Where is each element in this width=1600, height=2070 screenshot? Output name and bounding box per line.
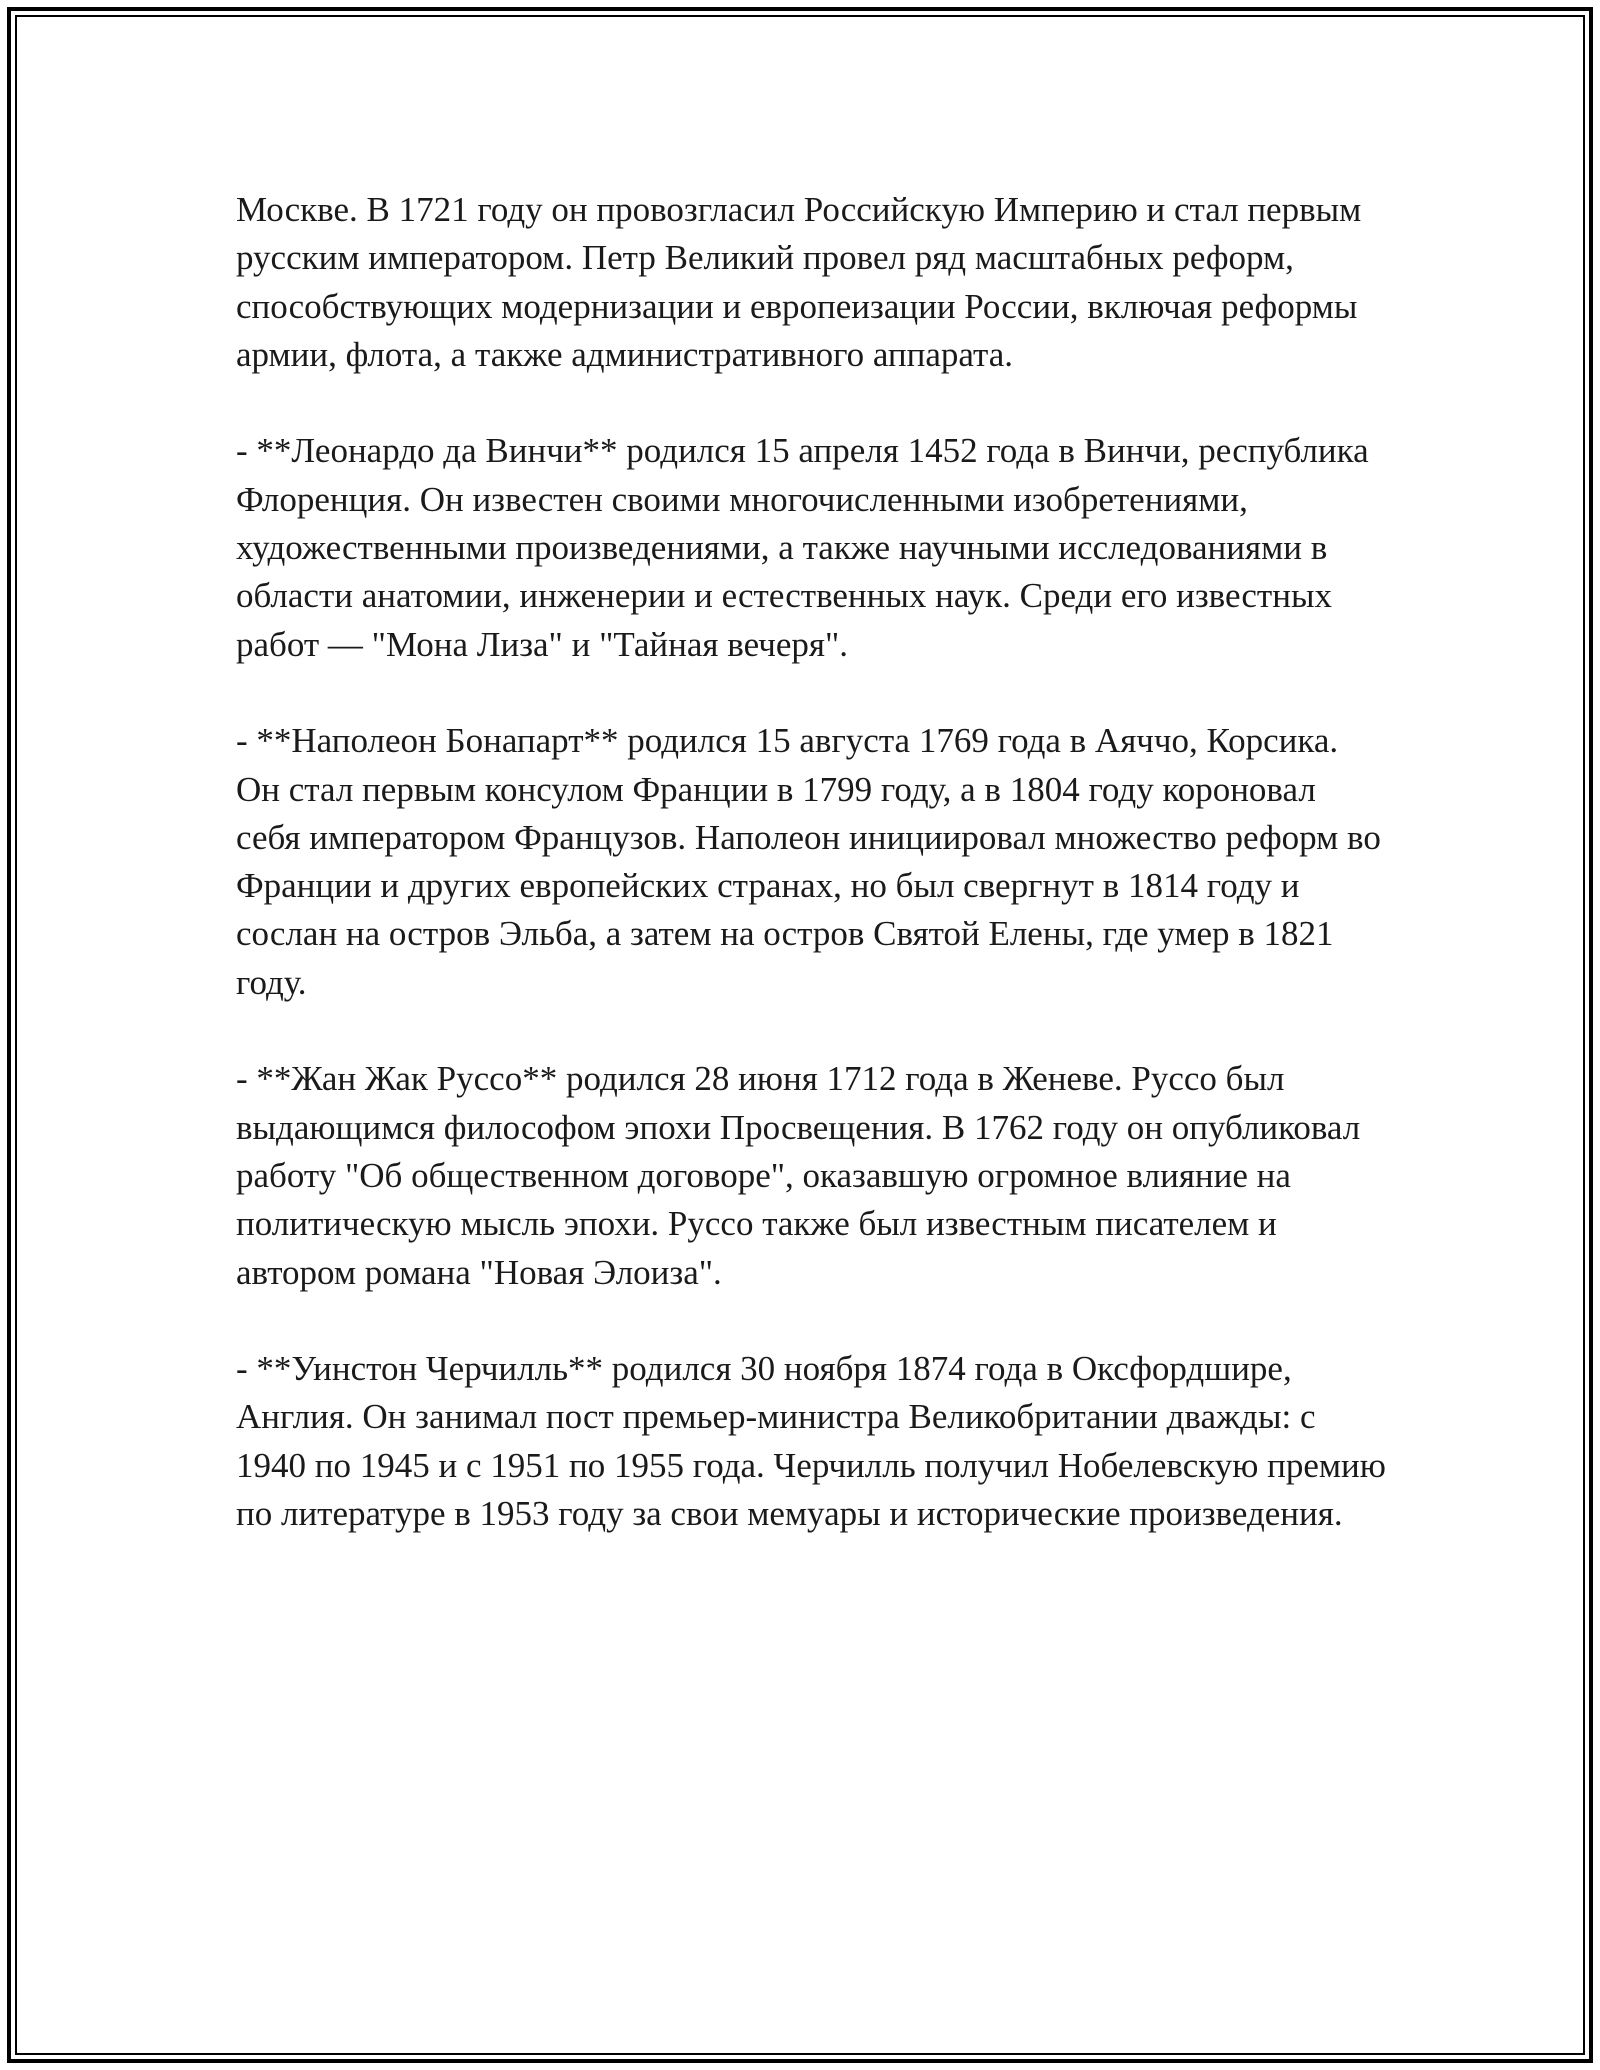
paragraph-rousseau: - **Жан Жак Руссо** родился 28 июня 1712 года в Женеве. Руссо был выдающимся философом эпохи Просвещения. В 1762 году он опубликовал работу "Об общественном договоре", оказавшую огромное влияние на политическую мысль эпохи. Руссо также был известным писателем и автором романа "Новая Элоиза". — [236, 1059, 1361, 1292]
document-body — [236, 186, 1386, 1538]
paragraph-leonardo-da-vinci: - **Леонардо да Винчи** родился 15 апреля 1452 года в Винчи, республика Флоренция. Он известен своими многочисленными изобретениями, художественными произведениями, а также научными исследованиями в области анатомии, инженерии и естественных наук. Среди его известных работ — "Мона Лиза" и "Тайная вечеря". — [236, 431, 1369, 664]
paragraph-peter-the-great: Москве. В 1721 году он провозгласил Российскую Империю и стал первым русским императором. Петр Великий провел ряд масштабных реформ, способствующих модернизации и европеизации России, включая реформы армии, флота, а также административного аппарата. — [236, 190, 1362, 374]
paragraph-napoleon: - **Наполеон Бонапарт** родился 15 августа 1769 года в Аяччо, Корсика. Он стал первым консулом Франции в 1799 году, а в 1804 году короновал себя императором Французов. Наполеон инициировал множество реформ во Франции и других европейских странах, но был свергнут в 1814 году и сослан на остров Эльба, а затем на остров Святой Елены, где умер в 1821 году. — [236, 721, 1381, 1002]
paragraph-churchill: - **Уинстон Черчилль** родился 30 ноября 1874 года в Оксфордшире, Англия. Он занимал пост премьер-министра Великобритании дважды: с 1940 по 1945 и с 1951 по 1955 года. Черчилль получил Нобелевскую премию по литературе в 1953 году за свои мемуары и исторические произведения. — [236, 1349, 1386, 1534]
